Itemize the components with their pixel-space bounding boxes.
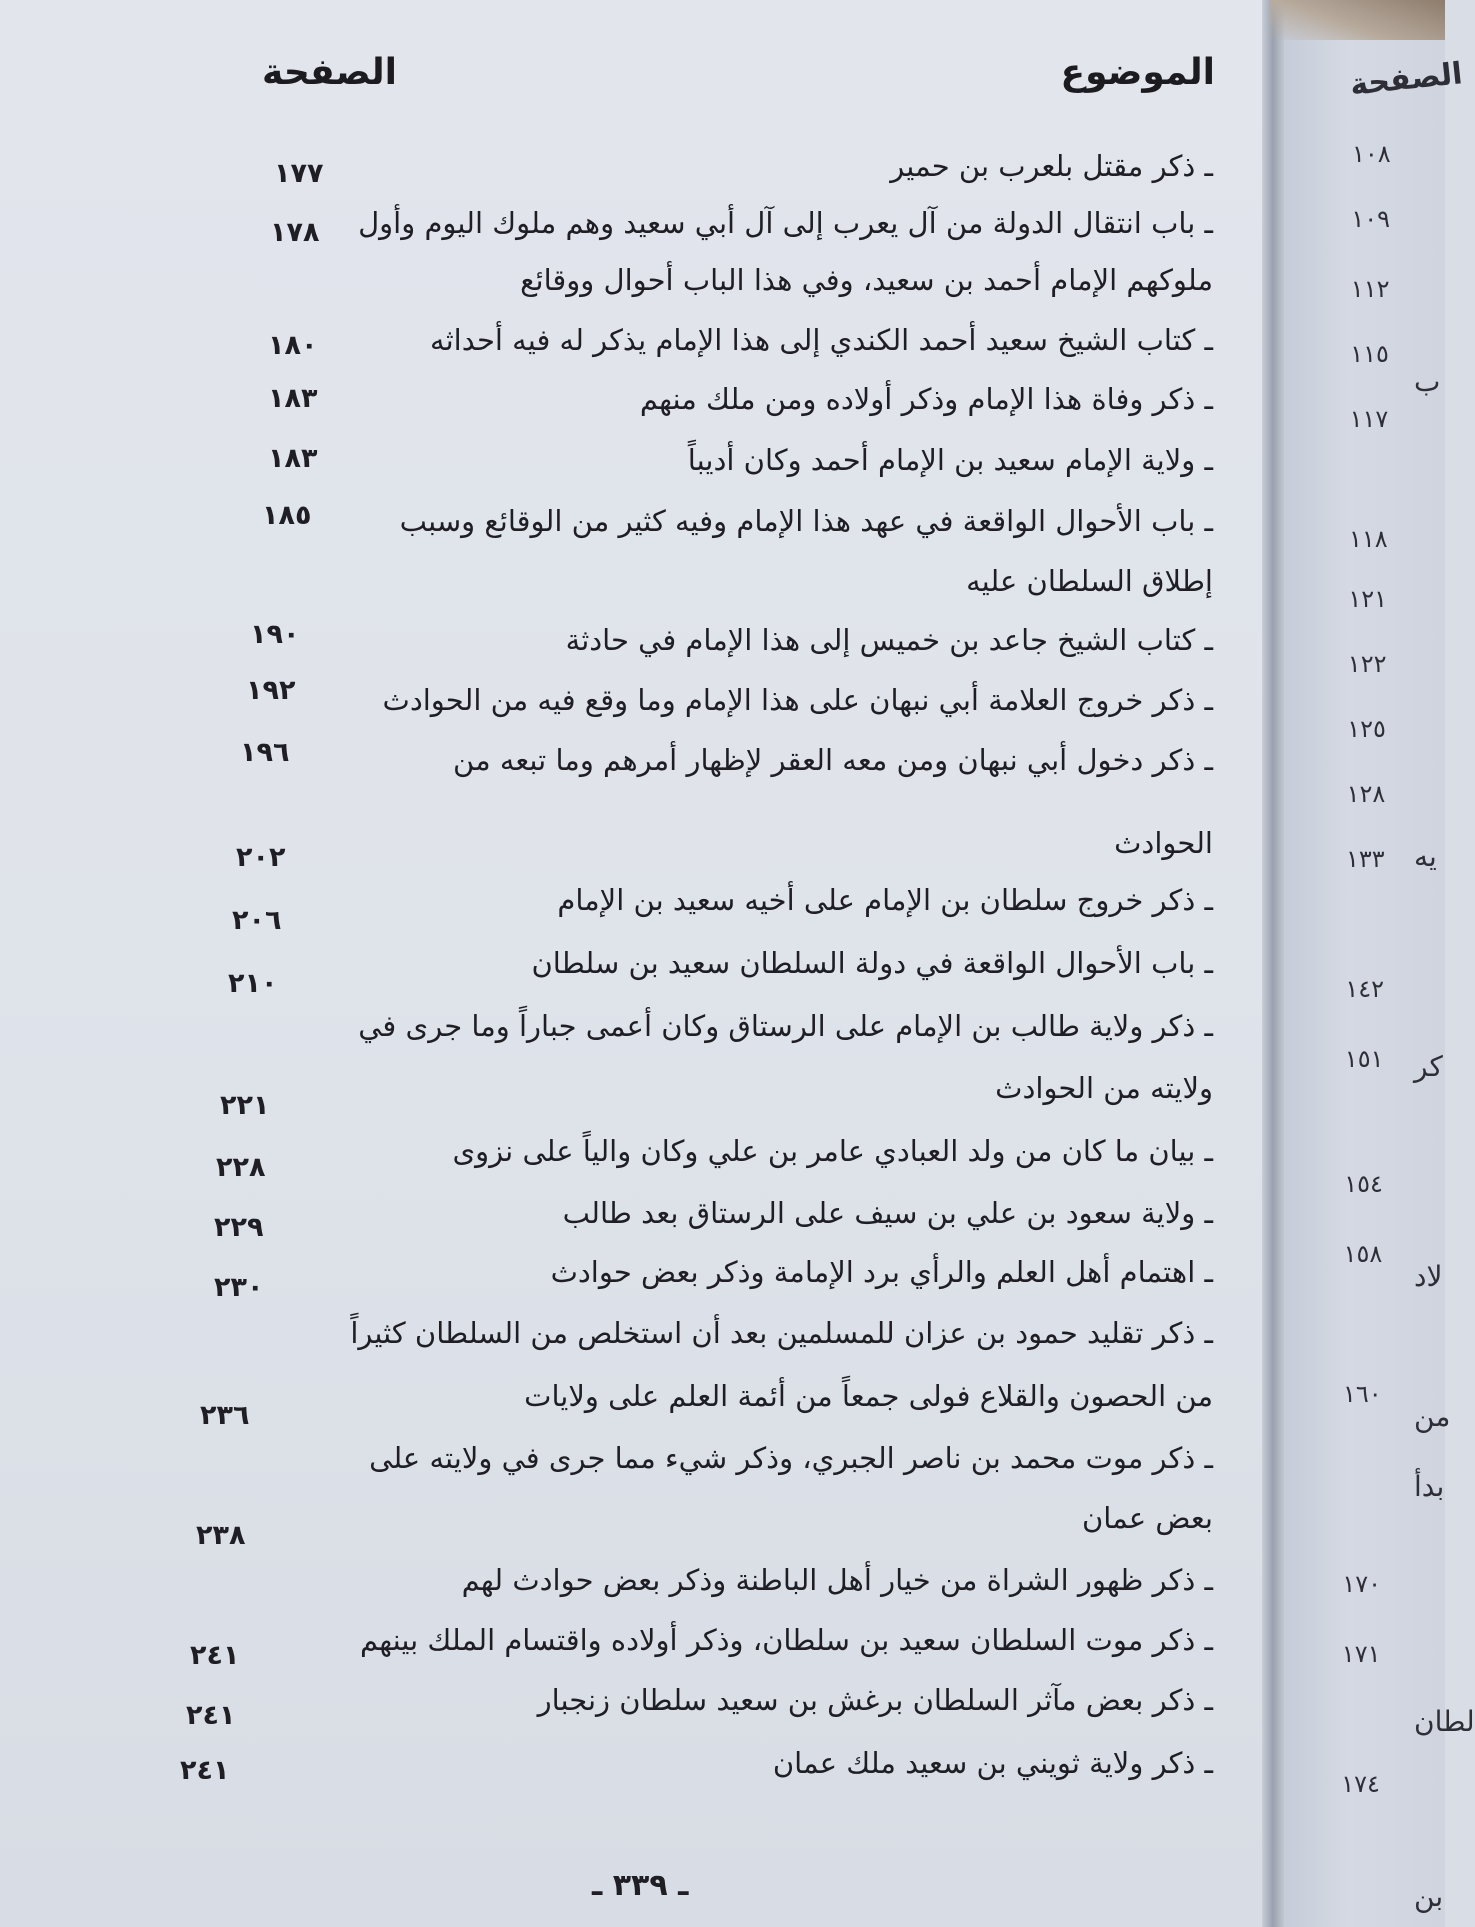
page-number: ـ ٣٣٩ ـ — [592, 1868, 689, 1903]
facing-page-number: ١٦٠ — [1343, 1380, 1382, 1408]
facing-header: الصفحة — [1348, 56, 1465, 103]
book-gutter — [1262, 0, 1284, 1927]
facing-page-fragment: بدأ — [1414, 1470, 1445, 1503]
facing-page-number: ١٢٨ — [1346, 780, 1386, 808]
facing-page-number: ١٢٢ — [1347, 650, 1387, 678]
toc-entry: ـ كتاب الشيخ جاعد بن خميس إلى هذا الإمام في حادثة — [565, 623, 1213, 657]
toc-entry: ـ ولاية سعود بن علي بن سيف على الرستاق بعد طالب — [562, 1196, 1213, 1230]
toc-entry: من الحصون والقلاع فولى جمعاً من أئمة العلم على ولايات — [524, 1379, 1213, 1413]
toc-entry: ـ ذكر ولاية ثويني بن سعيد ملك عمان — [772, 1746, 1213, 1780]
facing-page-fragment: من — [1414, 1400, 1451, 1433]
facing-page-number: ١٥١ — [1344, 1045, 1384, 1073]
facing-page-number: ١٢١ — [1348, 585, 1388, 613]
facing-page-number: ١٥٤ — [1344, 1170, 1383, 1198]
facing-page-number: ١٧٠ — [1342, 1570, 1382, 1598]
page-corner — [1270, 0, 1445, 40]
facing-page-number: ١٥٨ — [1343, 1240, 1383, 1268]
toc-entry: ـ ذكر بعض مآثر السلطان برغش بن سعيد سلطان زنجبار — [537, 1683, 1213, 1717]
toc-entry: ـ باب الأحوال الواقعة في دولة السلطان سعيد بن سلطان — [531, 946, 1213, 980]
toc-entry: الحوادث — [1114, 826, 1213, 860]
toc-page-number: ٢١٠ — [228, 968, 278, 999]
toc-page-number: ١٩٢ — [246, 675, 296, 706]
facing-page-number: ١٠٩ — [1351, 205, 1391, 233]
toc-page-number: ١٩٠ — [250, 619, 300, 650]
toc-page-number: ٢٣٨ — [196, 1520, 246, 1551]
facing-page-number: ١١٨ — [1349, 525, 1388, 553]
toc-entry: ـ بيان ما كان من ولد العبادي عامر بن علي وكان والياً على نزوى — [452, 1134, 1213, 1168]
page-header: الصفحة — [262, 52, 398, 93]
facing-page-number: ١٤٢ — [1345, 975, 1385, 1003]
toc-entry: ـ ذكر موت محمد بن ناصر الجبري، وذكر شيء مما جرى في ولايته على — [369, 1441, 1213, 1475]
toc-page-number: ١٨٠ — [268, 330, 318, 361]
toc-page-number: ٢٤١ — [190, 1640, 240, 1671]
toc-page-number: ٢٣٠ — [214, 1272, 264, 1303]
facing-page-number: ١١٢ — [1350, 275, 1390, 303]
toc-entry: بعض عمان — [1081, 1501, 1213, 1535]
toc-entry: ـ ذكر تقليد حمود بن عزان للمسلمين بعد أن استخلص من السلطان كثيراً — [350, 1316, 1213, 1350]
facing-page-number: ١٧١ — [1341, 1640, 1381, 1668]
toc-page-number: ١٧٨ — [270, 217, 320, 248]
toc-entry: ـ ذكر خروج سلطان بن الإمام على أخيه سعيد بن الإمام — [557, 883, 1213, 917]
facing-page-number: ١٢٥ — [1347, 715, 1386, 743]
facing-page-fragment: كر — [1414, 1050, 1443, 1083]
toc-page-number: ١٨٥ — [262, 500, 312, 531]
toc-page-number: ٢٠٢ — [236, 842, 286, 873]
facing-page-fragment: بن — [1414, 1880, 1444, 1913]
toc-page-number: ٢٤١ — [180, 1755, 230, 1786]
toc-entry: ـ ذكر موت السلطان سعيد بن سلطان، وذكر أولاده واقتسام الملك بينهم — [359, 1623, 1213, 1657]
facing-page-fragment: ب — [1414, 365, 1441, 398]
toc-page-number: ٢٢٨ — [216, 1152, 266, 1183]
toc-entry: ـ ولاية الإمام سعيد بن الإمام أحمد وكان أديباً — [687, 443, 1213, 477]
toc-page-number: ٢٤١ — [186, 1700, 236, 1731]
toc-entry: ـ باب الأحوال الواقعة في عهد هذا الإمام وفيه كثير من الوقائع وسبب — [399, 504, 1213, 538]
toc-entry: ـ ذكر خروج العلامة أبي نبهان على هذا الإمام وما وقع فيه من الحوادث — [382, 683, 1213, 717]
toc-entry: ـ ذكر وفاة هذا الإمام وذكر أولاده ومن ملك منهم — [639, 382, 1213, 416]
toc-entry: ـ ذكر ظهور الشراة من خيار أهل الباطنة وذكر بعض حوادث لهم — [461, 1563, 1213, 1597]
toc-entry: ولايته من الحوادث — [995, 1071, 1213, 1105]
toc-entry: ـ ذكر دخول أبي نبهان ومن معه العقر لإظهار أمرهم وما تبعه من — [453, 743, 1213, 777]
toc-entry: إطلاق السلطان عليه — [966, 564, 1213, 598]
toc-page-number: ٢٣٦ — [200, 1400, 250, 1431]
toc-entry: ملوكهم الإمام أحمد بن سعيد، وفي هذا الباب أحوال ووقائع — [520, 263, 1213, 297]
facing-page-number: ١٧٤ — [1341, 1770, 1380, 1798]
toc-page-number: ١٧٧ — [274, 158, 324, 189]
toc-entry: ـ ذكر ولاية طالب بن الإمام على الرستاق وكان أعمى جباراً وما جرى في — [358, 1009, 1213, 1043]
toc-entry: ـ كتاب الشيخ سعيد أحمد الكندي إلى هذا الإمام يذكر له فيه أحداثه — [430, 323, 1213, 357]
facing-page-fragment: يه — [1414, 840, 1437, 873]
toc-entry: ـ اهتمام أهل العلم والرأي برد الإمامة وذكر بعض حوادث — [550, 1255, 1213, 1289]
topic-header: الموضوع — [1060, 52, 1215, 93]
toc-entry: ـ باب انتقال الدولة من آل يعرب إلى آل أبي سعيد وهم ملوك اليوم وأول — [358, 206, 1213, 240]
toc-page-number: ٢٢١ — [220, 1090, 270, 1121]
facing-page-fragment: لطان — [1414, 1705, 1475, 1738]
toc-page-number: ١٨٣ — [268, 383, 318, 414]
toc-page-number: ٢٢٩ — [214, 1212, 264, 1243]
facing-page-number: ١٠٨ — [1352, 140, 1391, 168]
facing-page-fragment: لاد — [1414, 1260, 1443, 1293]
facing-page-number: ١١٥ — [1350, 340, 1389, 368]
toc-page-number: ١٩٦ — [240, 737, 290, 768]
toc-page-number: ١٨٣ — [268, 443, 318, 474]
facing-page-number: ١٣٣ — [1346, 845, 1385, 873]
toc-page-number: ٢٠٦ — [232, 905, 282, 936]
toc-entry: ـ ذكر مقتل بلعرب بن حمير — [890, 149, 1213, 183]
facing-page-number: ١١٧ — [1349, 405, 1389, 433]
